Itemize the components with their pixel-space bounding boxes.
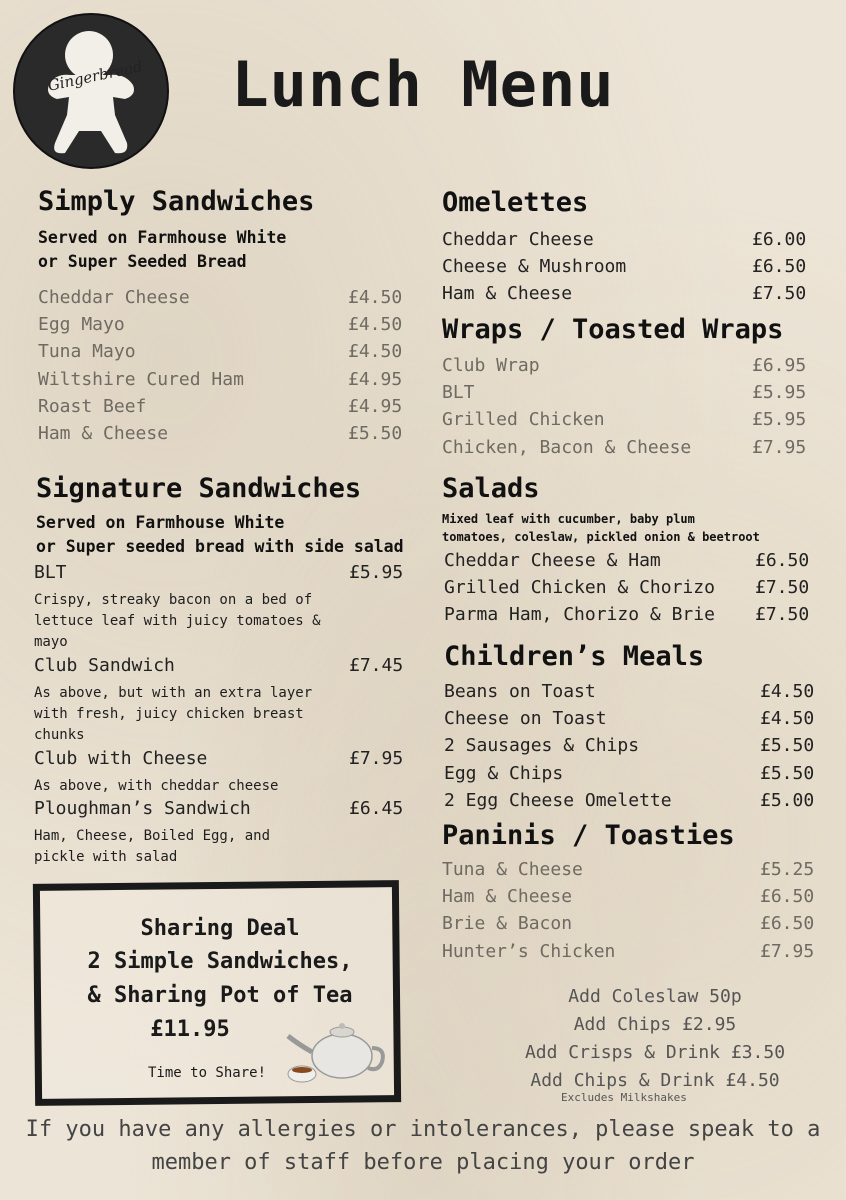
description-line: pickle with salad — [34, 849, 178, 865]
item-name: Club with Cheese — [34, 748, 208, 769]
item-price: £7.50 — [755, 577, 810, 599]
item-price: £7.50 — [755, 604, 810, 626]
section-heading-salads: Salads — [442, 473, 540, 504]
item-name: Cheese & Mushroom — [442, 256, 627, 278]
item-price: £7.50 — [752, 283, 807, 305]
item-name: Beans on Toast — [444, 681, 596, 702]
item-name: Chicken, Bacon & Cheese — [442, 436, 692, 458]
item-name: Ploughman’s Sandwich — [34, 798, 251, 819]
section-heading-wraps: Wraps / Toasted Wraps — [442, 314, 784, 345]
item-price: £6.45 — [349, 798, 404, 819]
description-line: Crispy, streaky bacon on a bed of — [34, 592, 313, 608]
extra-item: Add Crisps & Drink £3.50 — [524, 1042, 786, 1063]
item-price: £4.50 — [760, 708, 815, 730]
item-name: BLT — [442, 382, 475, 404]
item-description — [34, 590, 321, 653]
item-price: £4.50 — [348, 341, 403, 363]
deal-line-3: & Sharing Pot of Tea — [87, 983, 353, 1008]
section-heading-paninis: Paninis / Toasties — [442, 820, 735, 851]
item-name: Ham & Cheese — [442, 886, 573, 908]
extra-item: Add Coleslaw 50p — [568, 986, 742, 1007]
item-price: £4.50 — [760, 681, 815, 702]
description-line: chunks — [34, 727, 85, 743]
deal-note: Time to Share! — [148, 1065, 267, 1081]
deal-line-2: 2 Simple Sandwiches, — [87, 949, 353, 974]
item-description — [34, 683, 312, 746]
item-name: 2 Sausages & Chips — [444, 735, 640, 757]
item-name: Grilled Chicken & Chorizo — [444, 577, 715, 599]
item-price: £4.95 — [348, 368, 403, 390]
item-name: Cheese on Toast — [444, 708, 607, 730]
item-name: Cheddar Cheese & Ham — [444, 550, 661, 571]
extra-item: Add Chips & Drink £4.50 — [530, 1070, 780, 1091]
salads-subtitle-1: Mixed leaf with cucumber, baby plum — [442, 512, 695, 526]
allergy-line-2: member of staff before placing your order — [151, 1150, 695, 1175]
item-name: Egg Mayo — [38, 314, 125, 336]
section-heading-omelettes: Omelettes — [442, 187, 589, 218]
excludes-note: Excludes Milkshakes — [561, 1091, 687, 1104]
item-name: Club Sandwich — [34, 655, 175, 676]
logo-text: Gingerbread — [46, 57, 145, 95]
item-name: 2 Egg Cheese Omelette — [444, 789, 672, 811]
extra-item: Add Chips £2.95 — [573, 1014, 737, 1035]
item-price: £7.95 — [760, 940, 815, 962]
page-title: Lunch Menu — [231, 48, 615, 121]
item-name: Roast Beef — [38, 395, 147, 417]
item-price: £6.50 — [760, 913, 815, 935]
item-name: Ham & Cheese — [38, 423, 169, 444]
item-price: £4.50 — [348, 314, 403, 336]
salads-subtitle-2: tomatoes, coleslaw, pickled onion & beetroot — [442, 530, 760, 544]
item-name: Cheddar Cheese — [38, 287, 190, 308]
item-description — [34, 826, 270, 868]
description-line: Ham, Cheese, Boiled Egg, and — [34, 828, 271, 844]
allergy-notice — [0, 1113, 846, 1179]
item-price: £5.50 — [348, 423, 403, 444]
item-price: £7.95 — [349, 748, 404, 769]
description-line: with fresh, juicy chicken breast — [34, 706, 304, 722]
item-price: £5.00 — [760, 789, 815, 811]
section-heading-childrens-meals: Children’s Meals — [444, 641, 705, 672]
item-name: Wiltshire Cured Ham — [38, 368, 244, 390]
item-price: £5.50 — [760, 762, 815, 784]
signature-subtitle-2: or Super seeded bread with side salad — [36, 537, 404, 556]
simply-subtitle-2: or Super Seeded Bread — [38, 252, 247, 271]
item-price: £6.50 — [755, 550, 810, 571]
item-price: £6.95 — [752, 355, 807, 376]
item-name: Hunter’s Chicken — [442, 940, 616, 962]
item-name: Egg & Chips — [444, 762, 564, 784]
description-line: As above, but with an extra layer — [34, 685, 313, 701]
description-line: As above, with cheddar cheese — [34, 778, 279, 794]
item-price: £5.95 — [752, 409, 807, 431]
section-heading-simply-sandwiches: Simply Sandwiches — [38, 186, 315, 217]
signature-subtitle-1: Served on Farmhouse White — [36, 513, 285, 532]
item-price: £4.50 — [348, 287, 403, 308]
item-price: £5.50 — [760, 735, 815, 757]
item-name: Club Wrap — [442, 355, 540, 376]
item-price: £5.25 — [760, 859, 815, 880]
item-name: Ham & Cheese — [442, 283, 573, 305]
item-name: BLT — [34, 562, 67, 583]
section-heading-signature-sandwiches: Signature Sandwiches — [36, 473, 362, 504]
deal-price: £11.95 — [150, 1017, 230, 1042]
allergy-line-1: If you have any allergies or intolerances, please speak to a — [25, 1117, 821, 1142]
item-price: £6.50 — [760, 886, 815, 908]
item-name: Parma Ham, Chorizo & Brie — [444, 604, 715, 626]
item-price: £5.95 — [349, 562, 404, 583]
item-price: £4.95 — [348, 395, 403, 417]
deal-title: Sharing Deal — [140, 916, 300, 941]
simply-subtitle-1: Served on Farmhouse White — [38, 228, 287, 247]
item-price: £7.95 — [752, 436, 807, 458]
description-line: mayo — [34, 634, 68, 650]
item-description — [34, 776, 278, 797]
item-name: Grilled Chicken — [442, 409, 605, 431]
item-price: £6.50 — [752, 256, 807, 278]
item-name: Tuna Mayo — [38, 341, 136, 363]
description-line: lettuce leaf with juicy tomatoes & — [34, 613, 321, 629]
teapot-icon — [280, 1018, 388, 1088]
item-name: Brie & Bacon — [442, 913, 573, 935]
item-name: Tuna & Cheese — [442, 859, 583, 880]
extras-list — [440, 983, 846, 1095]
item-name: Cheddar Cheese — [442, 229, 594, 250]
item-price: £7.45 — [349, 655, 404, 676]
item-price: £6.00 — [752, 229, 807, 250]
item-price: £5.95 — [752, 382, 807, 404]
